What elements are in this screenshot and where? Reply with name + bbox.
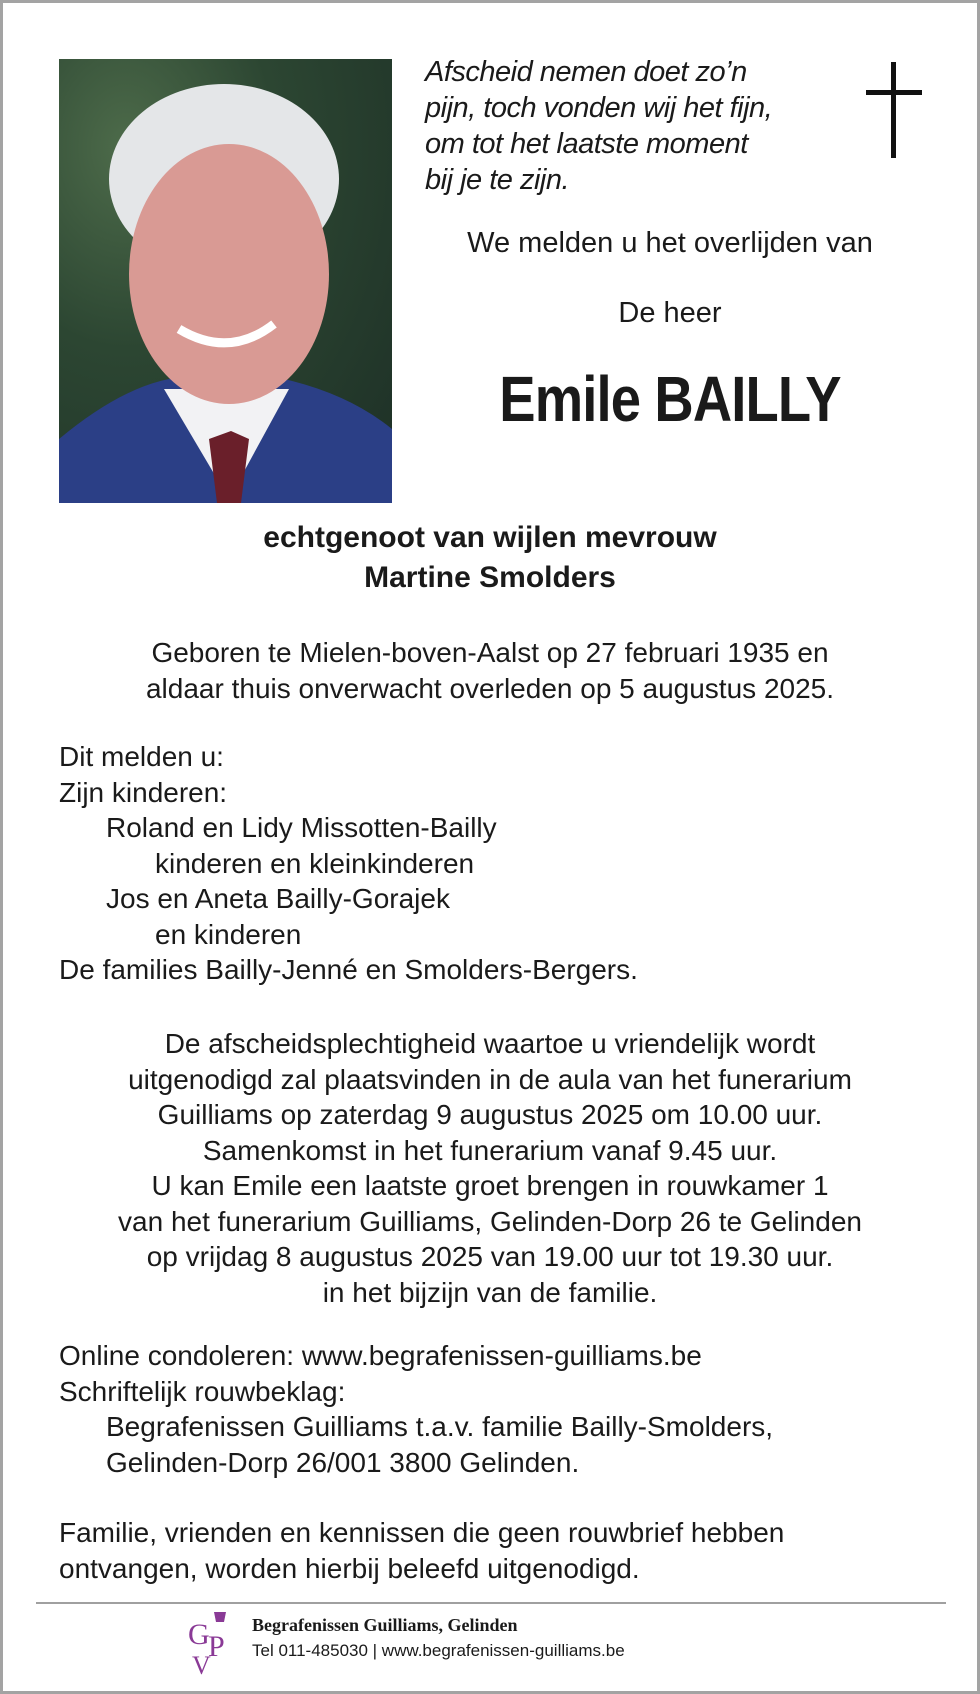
svg-text:V: V xyxy=(192,1651,211,1676)
ceremony-info xyxy=(0,1026,980,1310)
birth-line: Geboren te Mielen-boven-Aalst op 27 februari 1935 en xyxy=(151,637,829,668)
quote-line: pijn, toch vonden wij het fijn, xyxy=(425,92,773,124)
spouse-name: Martine Smolders xyxy=(364,561,616,594)
family-intro: Dit melden u: xyxy=(59,741,224,772)
child-sub: en kinderen xyxy=(155,918,302,950)
svg-text:P: P xyxy=(208,1630,225,1663)
quote-line: bij je te zijn. xyxy=(425,164,570,196)
footer-company: Begrafenissen Guilliams, Gelinden xyxy=(252,1615,518,1635)
address-line: Gelinden-Dorp 26/001 3800 Gelinden. xyxy=(106,1446,580,1478)
families-line: De families Bailly-Jenné en Smolders-Bergers. xyxy=(59,954,638,985)
portrait-photo xyxy=(59,59,392,503)
ceremony-line: Guilliams op zaterdag 9 augustus 2025 om 10.00 uur. xyxy=(157,1099,823,1130)
announcement: We melden u het overlijden van xyxy=(467,227,873,259)
ceremony-line: Samenkomst in het funerarium vanaf 9.45 uur. xyxy=(202,1134,778,1166)
ceremony-line: van het funerarium Guilliams, Gelinden-Dorp 26 te Gelinden xyxy=(118,1205,862,1237)
quote-line: om tot het laatste moment xyxy=(425,128,748,160)
salutation: De heer xyxy=(618,297,722,329)
child-entry: Jos en Aneta Bailly-Gorajek xyxy=(106,883,450,914)
spouse-info xyxy=(0,518,980,598)
footer-divider xyxy=(36,1602,946,1604)
child-sub: kinderen en kleinkinderen xyxy=(155,847,475,879)
birth-death xyxy=(0,635,980,706)
family-list xyxy=(59,739,638,988)
funeral-home-logo xyxy=(186,1610,238,1676)
spouse-line: echtgenoot van wijlen mevrouw xyxy=(263,521,717,554)
ceremony-line: U kan Emile een laatste groet brengen in rouwkamer 1 xyxy=(151,1170,829,1201)
online-condolences: Online condoleren: www.begrafenissen-guilliams.be xyxy=(59,1340,702,1371)
ceremony-line: uitgenodigd zal plaatsvinden in de aula van het funerarium xyxy=(128,1063,852,1095)
written-condolences-label: Schriftelijk rouwbeklag: xyxy=(59,1375,346,1407)
quote xyxy=(425,54,772,198)
svg-text:G: G xyxy=(188,1618,210,1651)
condolences xyxy=(59,1338,773,1480)
ceremony-line: op vrijdag 8 augustus 2025 van 19.00 uur tot 19.30 uur. xyxy=(146,1241,834,1272)
child-entry: Roland en Lidy Missotten-Bailly xyxy=(106,812,497,843)
footer-contact: Tel 011-485030 | www.begrafenissen-guilliams.be xyxy=(252,1641,625,1660)
closing-line: ontvangen, worden hierbij beleefd uitgenodigd. xyxy=(59,1552,640,1584)
deceased-name: Emile BAILLY xyxy=(499,363,841,435)
quote-line: Afscheid nemen doet zo’n xyxy=(425,56,747,88)
children-label: Zijn kinderen: xyxy=(59,776,228,808)
closing-note xyxy=(59,1515,784,1586)
ceremony-line: De afscheidsplechtigheid waartoe u vriendelijk wordt xyxy=(164,1028,816,1059)
death-line: aldaar thuis onverwacht overleden op 5 augustus 2025. xyxy=(145,672,835,704)
ceremony-line: in het bijzijn van de familie. xyxy=(322,1276,658,1308)
address-line: Begrafenissen Guilliams t.a.v. familie Bailly-Smolders, xyxy=(106,1411,774,1442)
closing-line: Familie, vrienden en kennissen die geen rouwbrief hebben xyxy=(59,1517,785,1548)
